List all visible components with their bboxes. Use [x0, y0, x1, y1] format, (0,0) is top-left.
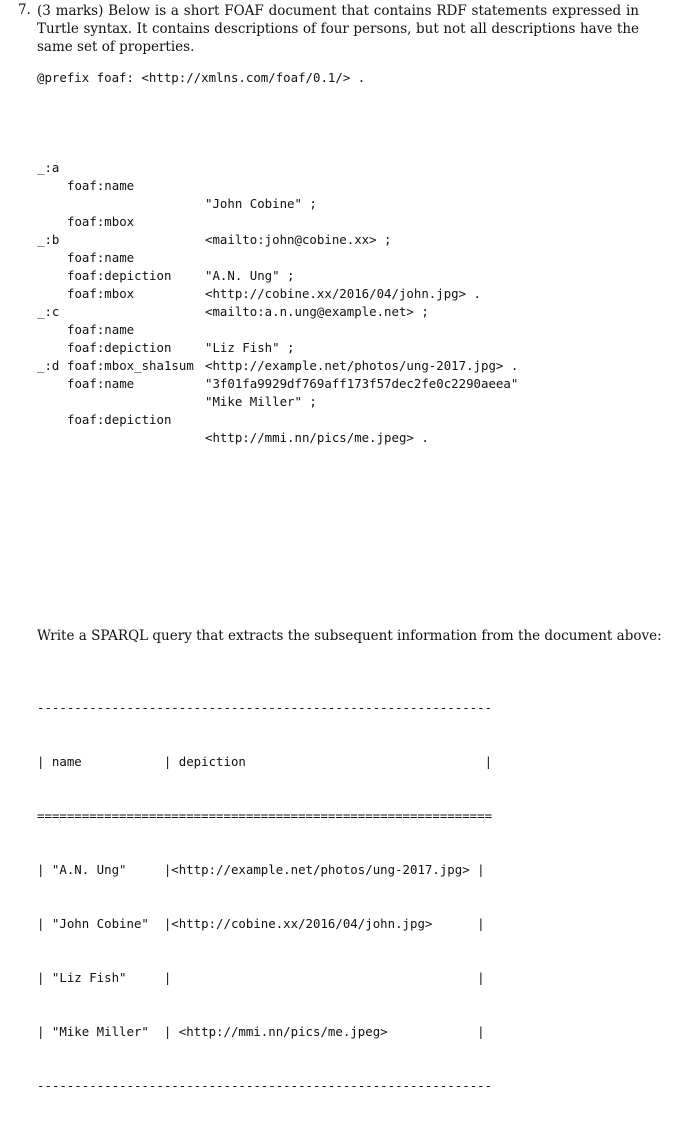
turtle-object: "3f01fa9929df769aff173f57dec2fe0c2290aeea"	[205, 376, 519, 391]
turtle-object: "A.N. Ung" ;	[205, 268, 295, 283]
turtle-subject: _:a	[37, 160, 60, 175]
turtle-predicate: foaf:mbox_sha1sum	[67, 358, 194, 373]
turtle-object: <mailto:john@cobine.xx> ;	[205, 232, 392, 247]
turtle-predicate: foaf:mbox	[67, 214, 135, 229]
turtle-predicate: foaf:name	[67, 178, 135, 193]
table-row: | "John Cobine" |<http://cobine.xx/2016/04/john.jpg> |	[37, 916, 485, 931]
table-row: | "A.N. Ung" |<http://example.net/photos/ung-2017.jpg> |	[37, 862, 485, 877]
turtle-object: "Mike Miller" ;	[205, 394, 317, 409]
turtle-object: <http://example.net/photos/ung-2017.jpg> .	[205, 358, 519, 373]
turtle-predicate: foaf:name	[67, 376, 135, 391]
turtle-object: <http://mmi.nn/pics/me.jpeg> .	[205, 430, 429, 445]
result-table	[37, 663, 492, 1131]
table-bottom-rule: -------------------------------------------------------------	[37, 1078, 493, 1093]
turtle-predicate: foaf:depiction	[67, 340, 172, 355]
turtle-triple	[37, 141, 317, 211]
turtle-object: "John Cobine" ;	[205, 196, 317, 211]
turtle-predicate: foaf:name	[67, 250, 135, 265]
table-header: | name | depiction |	[37, 754, 493, 769]
turtle-predicate: foaf:depiction	[67, 412, 172, 427]
turtle-object: <http://cobine.xx/2016/04/john.jpg> .	[205, 286, 482, 301]
turtle-subject: _:d	[37, 358, 60, 373]
table-top-rule: -------------------------------------------------------------	[37, 700, 493, 715]
table-row: | "Liz Fish" | |	[37, 970, 485, 985]
turtle-subject: _:c	[37, 304, 60, 319]
question-text: (3 marks) Below is a short FOAF document that contains RDF statements expressed in Turtle syntax. It contains descriptions of four persons, but not all descriptions have the same set of properties.	[37, 3, 639, 55]
turtle-object: <mailto:a.n.ung@example.net> ;	[205, 304, 429, 319]
question-number: 7.	[18, 2, 31, 18]
turtle-subject: _:b	[37, 232, 60, 247]
table-double-rule: =============================================================	[37, 808, 493, 823]
table-row: | "Mike Miller" | <http://mmi.nn/pics/me.jpeg> |	[37, 1024, 485, 1039]
turtle-prefix-line: @prefix foaf: <http://xmlns.com/foaf/0.1/> .	[37, 70, 366, 85]
turtle-predicate: foaf:mbox	[67, 286, 135, 301]
turtle-predicate: foaf:depiction	[67, 268, 172, 283]
turtle-predicate: foaf:name	[67, 322, 135, 337]
instruction-text: Write a SPARQL query that extracts the subsequent information from the document above:	[37, 628, 662, 644]
turtle-object: "Liz Fish" ;	[205, 340, 295, 355]
